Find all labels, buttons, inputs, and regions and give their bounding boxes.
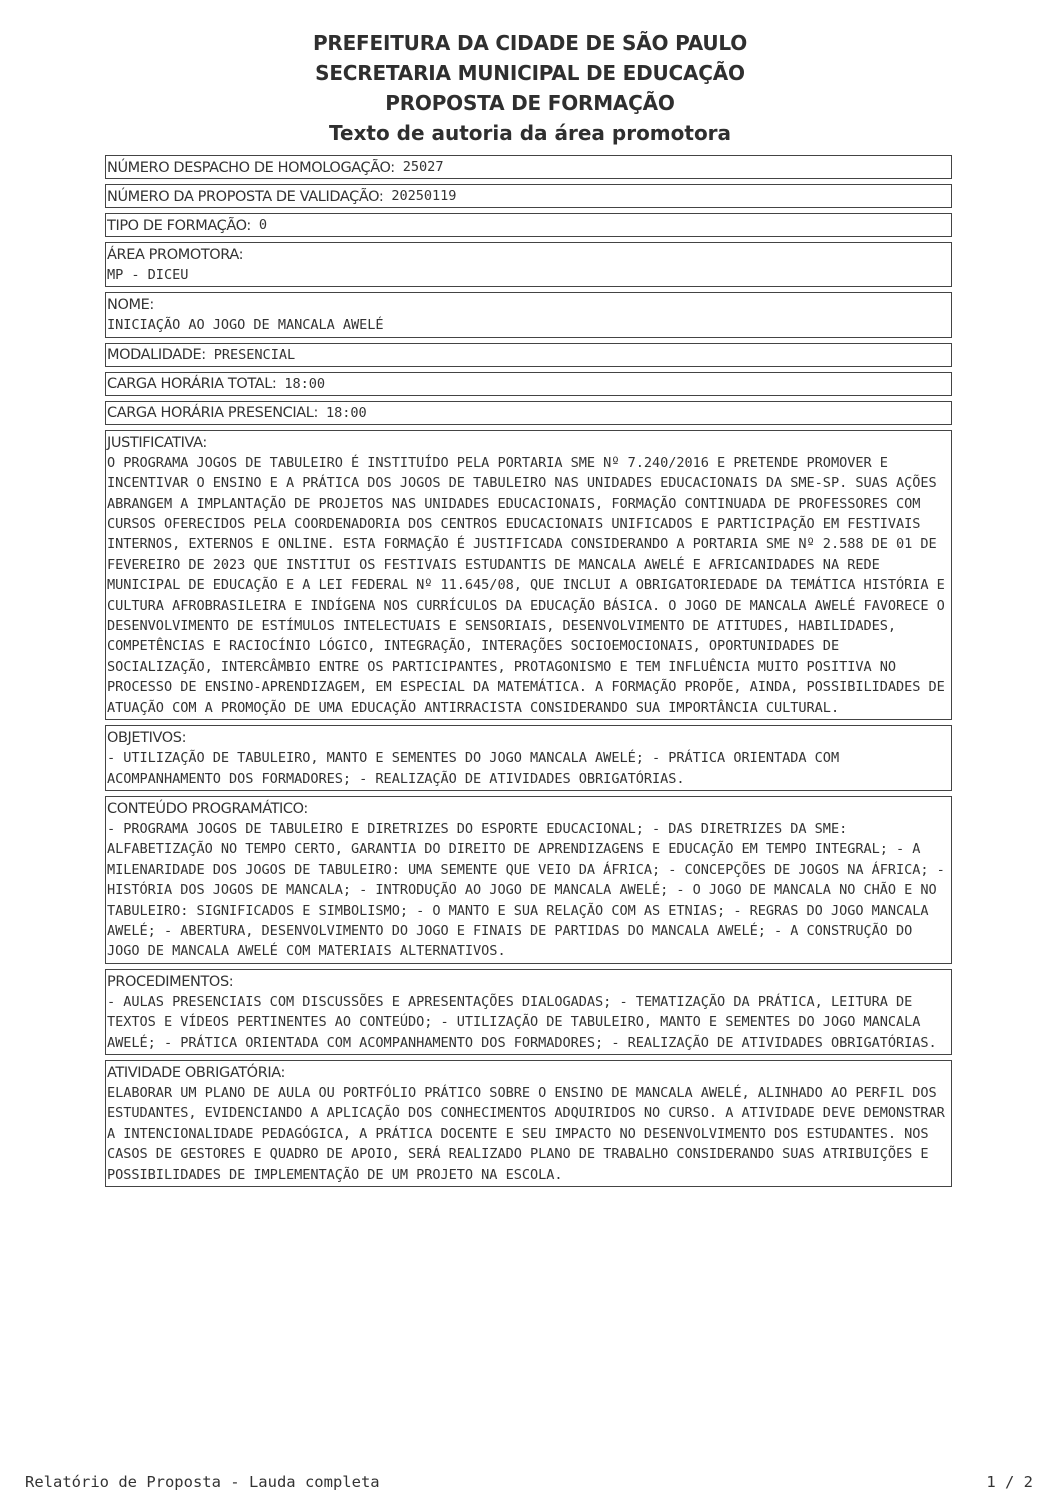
field-nome — [105, 292, 952, 337]
field-tipo-label: TIPO DE FORMAÇÃO: — [107, 217, 251, 234]
field-carga-total-label: CARGA HORÁRIA TOTAL: — [107, 376, 277, 393]
field-modalidade — [105, 343, 952, 367]
field-conteudo-value: - PROGRAMA JOGOS DE TABULEIRO E DIRETRIZES DO ESPORTE EDUCACIONAL; - DAS DIRETRIZES DA SME: ALFABETIZAÇÃO NO TEMPO CERTO, GARANTIA DO DIREITO DE APRENDIZAGENS E EDUCAÇÃO EM TEMPO INTEGRAL; - A MILENARIDADE DOS JOGOS DE TABULEIRO: UMA SEMENTE QUE VEIO DA ÁFRICA; - CONCEPÇÕES DE JOGOS NA ÁFRICA; - HISTÓRIA DOS JOGOS DE MANCALA; - INTRODUÇÃO AO JOGO DE MANCALA AWELÉ; - O JOGO DE MANCALA NO CHÃO E NO TABULEIRO: SIGNIFICADOS E SIMBOLISMO; - O MANTO E SUA RELAÇÃO COM AS ETNIAS; - REGRAS DO JOGO MANCALA AWELÉ; - ABERTURA, DESENVOLVIMENTO DO JOGO E FINAIS DE PARTIDAS DO MANCALA AWELÉ; - A CONSTRUÇÃO DO JOGO DE MANCALA AWELÉ COM MATERIAIS ALTERNATIVOS. — [107, 820, 945, 960]
field-despacho-label: NÚMERO DESPACHO DE HOMOLOGAÇÃO: — [107, 159, 395, 176]
field-atividade-value: ELABORAR UM PLANO DE AULA OU PORTFÓLIO PRÁTICO SOBRE O ENSINO DE MANCALA AWELÉ, ALINHADO AO PERFIL DOS ESTUDANTES, EVIDENCIANDO A APLICAÇÃO DOS CONHECIMENTOS ADQUIRIDOS NO CURSO. A ATIVIDADE DEVE DEMONSTRAR A INTENCIONALIDADE PEDAGÓGICA, A PRÁTICA DOCENTE E SEU IMPACTO NO DESENVOLVIMENTO DOS ESTUDANTES. NOS CASOS DE GESTORES E QUADRO DE APOIO, SERÁ REALIZADO PLANO DE TRABALHO CONSIDERANDO SUAS ATRIBUIÇÕES E POSSIBILIDADES DE IMPLEMENTAÇÃO DE UM PROJETO NA ESCOLA. — [107, 1084, 945, 1183]
field-carga-presencial-label: CARGA HORÁRIA PRESENCIAL: — [107, 405, 318, 422]
field-conteudo-label: CONTEÚDO PROGRAMÁTICO: — [107, 800, 308, 817]
field-tipo — [105, 213, 952, 237]
field-carga-total — [105, 372, 952, 396]
field-procedimentos-label: PROCEDIMENTOS: — [107, 973, 234, 990]
field-procedimentos-value: - AULAS PRESENCIAIS COM DISCUSSÕES E APRESENTAÇÕES DIALOGADAS; - TEMATIZAÇÃO DA PRÁTICA, LEITURA DE TEXTOS E VÍDEOS PERTINENTES AO CONTEÚDO; - UTILIZAÇÃO DE TABULEIRO, MANTO E SEMENTES DO JOGO MANCALA AWELÉ; - PRÁTICA ORIENTADA COM ACOMPANHAMENTO DOS FORMADORES; - REALIZAÇÃO DE ATIVIDADES OBRIGATÓRIAS. — [107, 993, 937, 1051]
field-proposta-value: 20250119 — [391, 188, 457, 205]
header-prefeitura: PREFEITURA DA CIDADE DE SÃO PAULO — [312, 31, 748, 55]
field-objetivos-value: - UTILIZAÇÃO DE TABULEIRO, MANTO E SEMENTES DO JOGO MANCALA AWELÉ; - PRÁTICA ORIENTADA COM ACOMPANHAMENTO DOS FORMADORES; - REALIZAÇÃO DE ATIVIDADES OBRIGATÓRIAS. — [107, 750, 840, 787]
field-carga-total-value: 18:00 — [284, 376, 326, 393]
field-proposta — [105, 184, 952, 208]
field-atividade-label: ATIVIDADE OBRIGATÓRIA: — [107, 1064, 286, 1081]
proposal-form — [105, 155, 952, 1192]
field-justificativa-label: JUSTIFICATIVA: — [107, 434, 207, 451]
field-atividade — [105, 1060, 952, 1187]
document-header — [0, 28, 1060, 148]
field-conteudo — [105, 796, 952, 964]
field-carga-presencial — [105, 401, 952, 425]
field-carga-presencial-value: 18:00 — [325, 405, 367, 422]
field-area — [105, 242, 952, 287]
header-secretaria: SECRETARIA MUNICIPAL DE EDUCAÇÃO — [315, 61, 745, 85]
field-tipo-value: 0 — [258, 217, 268, 234]
field-despacho-value: 25027 — [402, 159, 444, 176]
field-modalidade-label: MODALIDADE: — [107, 347, 206, 364]
field-justificativa — [105, 430, 952, 720]
field-modalidade-value: PRESENCIAL — [213, 347, 296, 364]
field-nome-label: NOME: — [107, 297, 154, 314]
footer-page-number: 1 / 2 — [986, 1473, 1033, 1491]
field-procedimentos — [105, 969, 952, 1055]
header-proposta: PROPOSTA DE FORMAÇÃO — [385, 91, 675, 115]
footer-report-title: Relatório de Proposta - Lauda completa — [25, 1473, 380, 1491]
header-subtitle: Texto de autoria da área promotora — [328, 121, 732, 145]
field-proposta-label: NÚMERO DA PROPOSTA DE VALIDAÇÃO: — [107, 188, 384, 205]
field-area-value: MP - DICEU — [107, 267, 189, 283]
field-justificativa-value: O PROGRAMA JOGOS DE TABULEIRO É INSTITUÍDO PELA PORTARIA SME Nº 7.240/2016 E PRETENDE PROMOVER E INCENTIVAR O ENSINO E A PRÁTICA DOS JOGOS DE TABULEIRO NAS UNIDADES EDUCACIONAIS DA SME-SP. SUAS AÇÕES ABRANGEM A IMPLANTAÇÃO DE PROJETOS NAS UNIDADES EDUCACIONAIS, FORMAÇÃO CONTINUADA DE PROFESSORES COM CURSOS OFERECIDOS PELA COORDENADORIA DOS CENTROS EDUCACIONAIS UNIFICADOS E PARTICIPAÇÃO EM FESTIVAIS INTERNOS, EXTERNOS E ONLINE. ESTA FORMAÇÃO É JUSTIFICADA CONSIDERANDO A PORTARIA SME Nº 2.588 DE 01 DE FEVEREIRO DE 2023 QUE INSTITUI OS FESTIVAIS ESTUDANTIS DE MANCALA AWELÉ E AFRICANIDADES NA REDE MUNICIPAL DE EDUCAÇÃO E A LEI FEDERAL Nº 11.645/08, QUE INCLUI A OBRIGATORIEDADE DA TEMÁTICA HISTÓRIA E CULTURA AFROBRASILEIRA E INDÍGENA NOS CURRÍCULOS DA EDUCAÇÃO BÁSICA. O JOGO DE MANCALA AWELÉ FAVORECE O DESENVOLVIMENTO DE ESTÍMULOS INTELECTUAIS E SENSORIAIS, DESENVOLVIMENTO DE ATITUDES, HABILIDADES, COMPETÊNCIAS E RACIOCÍNIO LÓGICO, INTEGRAÇÃO, INTERAÇÕES SOCIOEMOCIONAIS, OPORTUNIDADES DE SOCIALIZAÇÃO, INTERCÂMBIO ENTRE OS PARTICIPANTES, PROTAGONISMO E TEM INFLUÊNCIA MUITO POSITIVA NO PROCESSO DE ENSINO-APRENDIZAGEM, EM ESPECIAL DA MATEMÁTICA. A FORMAÇÃO PROPÕE, AINDA, POSSIBILIDADES DE ATUAÇÃO COM A PROMOÇÃO DE UMA EDUCAÇÃO ANTIRRACISTA CONSIDERANDO SUA IMPORTÂNCIA CULTURAL. — [107, 454, 945, 716]
field-objetivos-label: OBJETIVOS: — [107, 730, 187, 747]
field-despacho — [105, 155, 952, 179]
field-nome-value: INICIAÇÃO AO JOGO DE MANCALA AWELÉ — [107, 317, 384, 334]
field-area-label: ÁREA PROMOTORA: — [107, 247, 244, 263]
page-footer — [25, 1473, 1033, 1491]
field-objetivos — [105, 725, 952, 791]
